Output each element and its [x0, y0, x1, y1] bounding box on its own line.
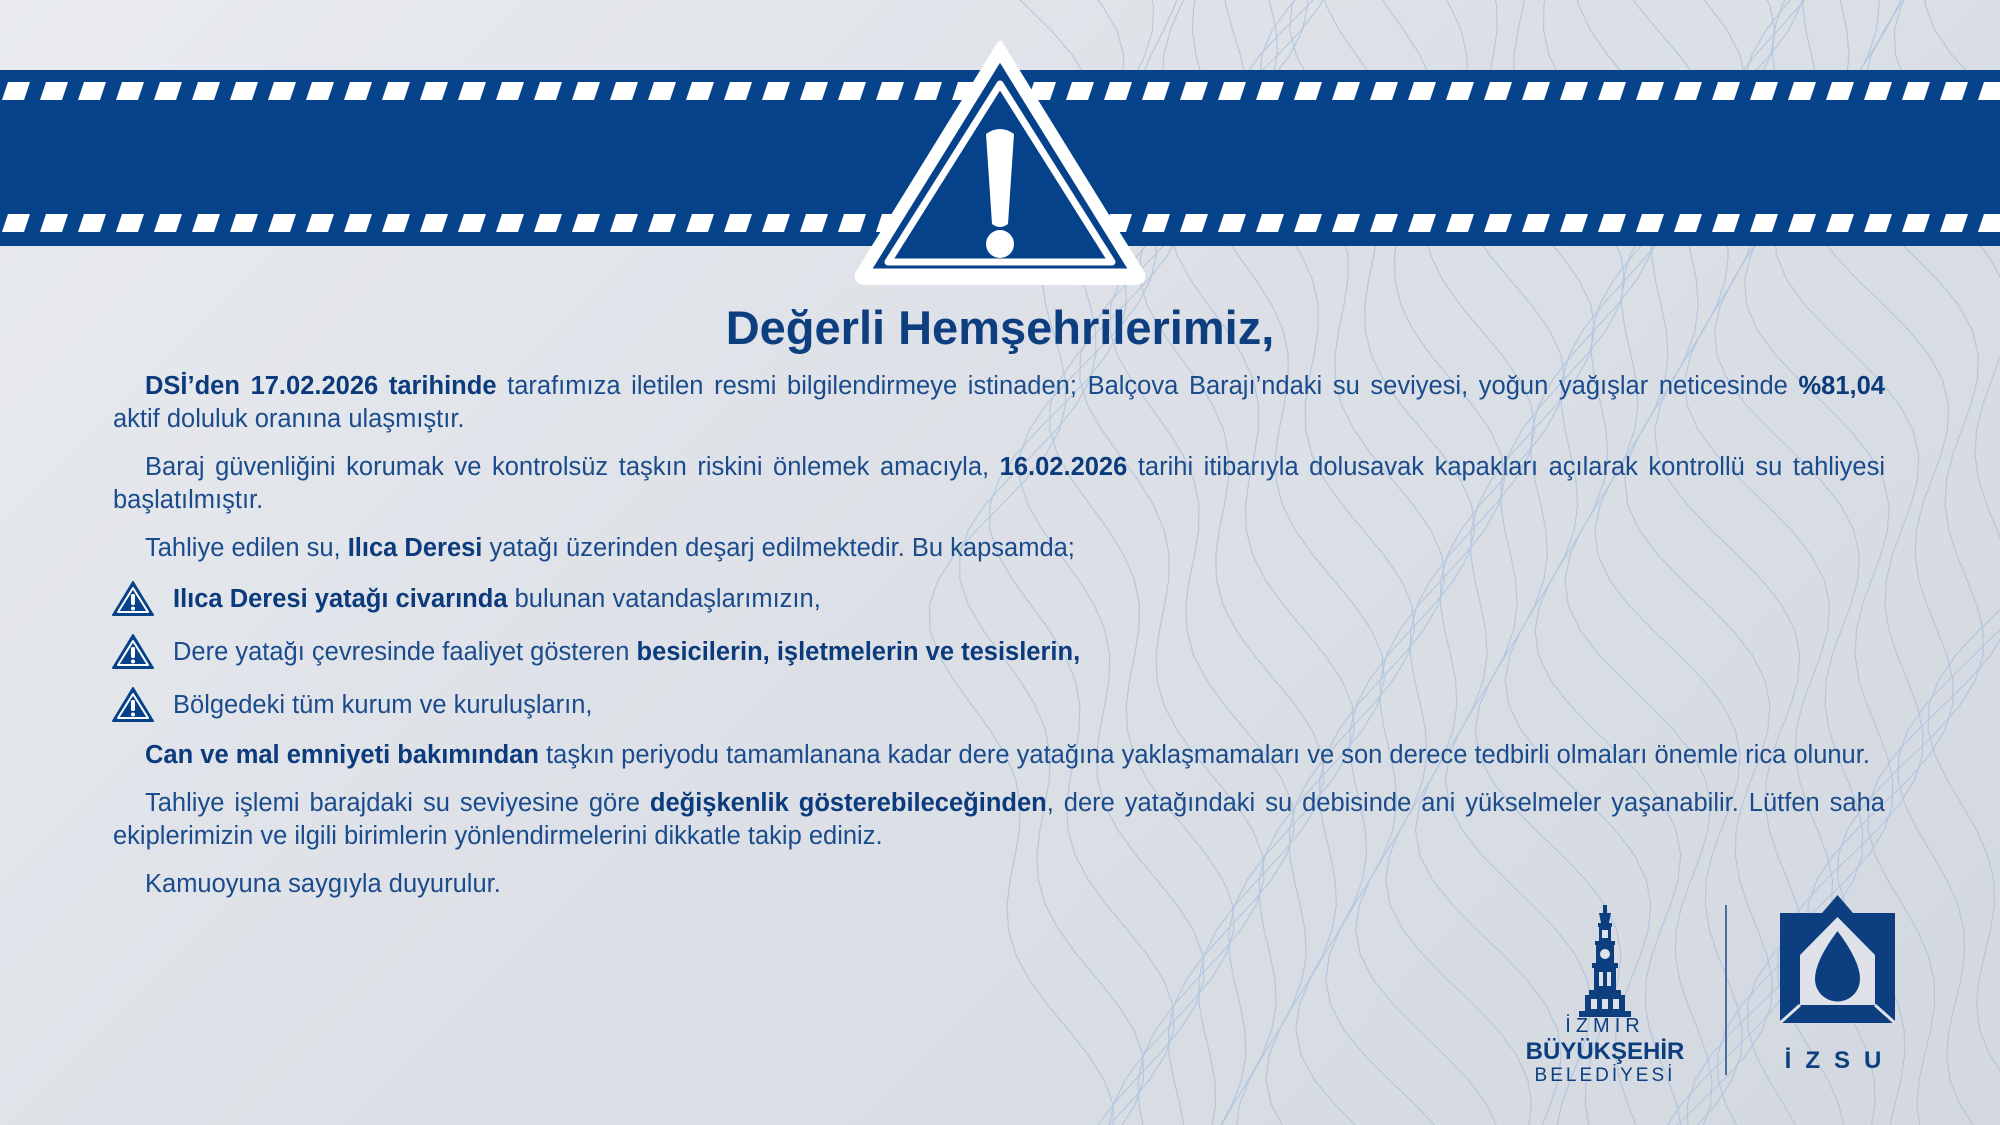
ibb-logo-line1: İZMİR	[1565, 1015, 1645, 1037]
warning-triangle-icon	[850, 38, 1150, 286]
bullet-2-bold: besicilerin, işletmelerin ve tesislerin,	[636, 637, 1081, 666]
paragraph-1	[113, 370, 1885, 436]
warning-triangle-icon	[111, 686, 155, 724]
list-item	[111, 633, 1885, 671]
ibb-logo-line3: BELEDİYESİ	[1534, 1065, 1676, 1086]
clock-tower-icon	[1575, 905, 1635, 1017]
p4-bold-1: Can ve mal emniyeti bakımından	[145, 741, 539, 769]
bullet-1-bold: Ilıca Deresi yatağı civarında	[173, 584, 508, 613]
bullet-2-text: Dere yatağı çevresinde faaliyet gösteren	[173, 637, 637, 666]
warning-triangle-icon	[111, 580, 155, 618]
list-item	[111, 580, 1885, 618]
announcement-body	[113, 370, 1885, 916]
izmir-buyuksehir-logo	[1520, 905, 1690, 1086]
p5-text-2: , dere yatağındaki su debisinde ani yükselmeler yaşanabilir. Lütfen saha ekiplerimizin ve ilgili birimlerin yönlendirmelerini dikkatle takip ediniz.	[113, 789, 1885, 850]
p5-bold-1: değişkenlik gösterebileceğinden	[649, 789, 1047, 817]
p5-text-1: Tahliye işlemi barajdaki su seviyesine göre	[145, 789, 650, 817]
p6-text-1: Kamuoyuna saygıyla duyurulur.	[145, 870, 501, 898]
paragraph-5	[113, 787, 1885, 853]
p3-bold-1: Ilıca Deresi	[347, 534, 483, 562]
ibb-logo-line2: BÜYÜKŞEHİR	[1525, 1038, 1685, 1065]
paragraph-2	[113, 451, 1885, 517]
izsu-logo	[1765, 895, 1915, 1080]
logo-divider	[1725, 905, 1727, 1075]
p2-bold-1: 16.02.2026	[999, 453, 1128, 481]
izsu-logo-text: İZSU	[1784, 1047, 1896, 1074]
page-title: Değerli Hemşehrilerimiz,	[725, 301, 1275, 354]
p1-text-2: aktif doluluk oranına ulaşmıştır.	[113, 405, 465, 433]
footer-logos	[1520, 895, 1910, 1085]
paragraph-3	[113, 532, 1885, 565]
paragraph-4	[113, 739, 1885, 772]
bullet-3-text: Bölgedeki tüm kurum ve kuruluşların,	[173, 690, 593, 719]
p2-text-2: tarihi itibarıyla dolusavak kapakları açılarak kontrollü su tahliyesi başlatılmıştır.	[113, 453, 1885, 514]
p3-text-1: Tahliye edilen su,	[145, 534, 348, 562]
p1-bold-1: DSİ’den 17.02.2026 tarihinde	[145, 372, 497, 400]
p1-text-1: tarafımıza iletilen resmi bilgilendirmeye istinaden; Balçova Barajı’ndaki su seviyesi, yoğun yağışlar neticesinde	[496, 372, 1799, 400]
water-drop-icon	[1775, 895, 1900, 1040]
p4-text-1: taşkın periyodu tamamlanana kadar dere yatağına yaklaşmamaları ve son derece tedbirli olmaları önemle rica olunur.	[538, 741, 1870, 769]
p2-text-1: Baraj güvenliğini korumak ve kontrolsüz taşkın riskini önlemek amacıyla,	[145, 453, 1000, 481]
list-item	[111, 686, 1885, 724]
p3-text-2: yatağı üzerinden deşarj edilmektedir. Bu kapsamda;	[482, 534, 1075, 562]
p1-bold-2: %81,04	[1798, 372, 1885, 400]
bullet-1-text: bulunan vatandaşlarımızın,	[507, 584, 821, 613]
warning-triangle-icon	[111, 633, 155, 671]
